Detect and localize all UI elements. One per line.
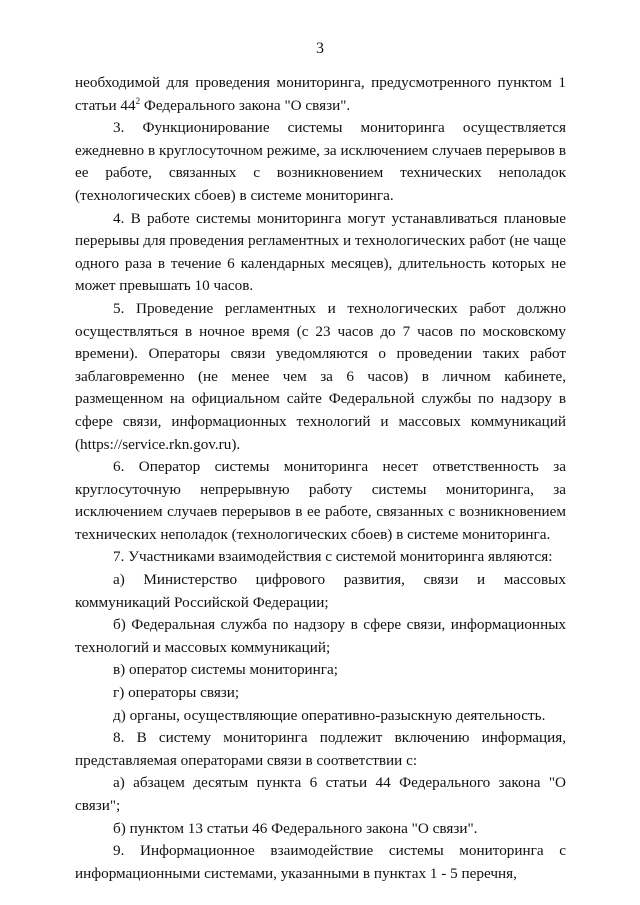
paragraph-subitem-a: а) абзацем десятым пункта 6 статьи 44 Федерального закона "О связи"; bbox=[75, 774, 566, 814]
paragraph-item-3: 3. Функционирование системы мониторинга осуществляется ежедневно в круглосуточном режиме, за исключением случаев перерывов в ее работе, связанных с возникновением технических неполадок (технологических сбоев) в системе мониторинга. bbox=[75, 119, 566, 204]
paragraph-item-8: 8. В систему мониторинга подлежит включению информация, представляемая операторами связи в соответствии с: bbox=[75, 729, 566, 769]
paragraph-continuation bbox=[75, 72, 566, 117]
paragraph-subitem-d: д) органы, осуществляющие оперативно-разыскную деятельность. bbox=[113, 706, 546, 724]
paragraph-item-9: 9. Информационное взаимодействие системы мониторинга с информационными системами, указанными в пунктах 1 - 5 перечня, bbox=[75, 842, 566, 882]
paragraph-text: необходимой для проведения мониторинга, предусмотренного пунктом 1 статьи 44 bbox=[75, 74, 566, 114]
paragraph-text: Федерального закона "О связи". bbox=[140, 96, 351, 114]
paragraph-subitem-v: в) оператор системы мониторинга; bbox=[113, 661, 338, 679]
paragraph-item-6: 6. Оператор системы мониторинга несет ответственность за круглосуточную непрерывную работу системы мониторинга, за исключением случаев перерывов в ее работе, связанных с возникновением технических неполадок (технологических сбоев) в системе мониторинга. bbox=[75, 458, 566, 543]
paragraph-subitem-a: а) Министерство цифрового развития, связи и массовых коммуникаций Российской Федерации; bbox=[75, 571, 566, 611]
paragraph-item-4: 4. В работе системы мониторинга могут устанавливаться плановые перерывы для проведения регламентных и технологических работ (не чаще одного раза в течение 6 календарных месяцев), длительность которых не может превышать 10 часов. bbox=[75, 209, 566, 295]
document-body bbox=[75, 72, 566, 885]
paragraph-item-7: 7. Участниками взаимодействия с системой мониторинга являются: bbox=[113, 548, 553, 566]
paragraph-item-5: 5. Проведение регламентных и технологических работ должно осуществляться в ночное время (с 23 часов до 7 часов по московскому времени). Операторы связи уведомляются о проведении таких работ заблаговременно (не менее чем за 6 часов) в личном кабинете, размещенном на официальном сайте Федеральной службы по надзору в сфере связи, информационных технологий и массовых коммуникаций (https://service.rkn.gov.ru). bbox=[75, 299, 566, 453]
paragraph-subitem-g: г) операторы связи; bbox=[113, 684, 240, 702]
paragraph-subitem-b: б) Федеральная служба по надзору в сфере связи, информационных технологий и массовых коммуникаций; bbox=[75, 616, 566, 656]
page-number: 3 bbox=[316, 40, 324, 57]
superscript-index: 2 bbox=[135, 95, 141, 106]
paragraph-subitem-b: б) пунктом 13 статьи 46 Федерального закона "О связи". bbox=[113, 819, 478, 837]
